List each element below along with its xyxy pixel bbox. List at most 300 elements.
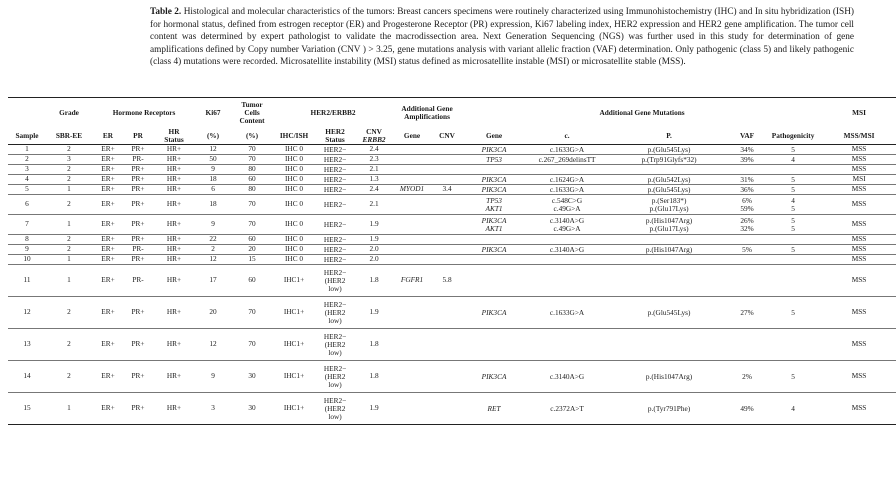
- cell-vaf: [730, 393, 764, 425]
- cell-cnv: 1.8: [356, 361, 392, 393]
- cell-c: [526, 215, 608, 235]
- cell-hr: HR+: [152, 255, 196, 265]
- cell-line: p.(Glu545Lys): [647, 307, 691, 317]
- cell-c: [526, 265, 608, 297]
- cell-line: p.(Trp91Glyfs*32): [641, 154, 697, 164]
- cell-c: [526, 185, 608, 195]
- cell-hr: HR+: [152, 297, 196, 329]
- cell-path: [764, 393, 822, 425]
- cell-line: p.(Glu545Lys): [647, 144, 691, 154]
- cell-gene: [462, 195, 526, 215]
- cell-msi: MSS: [822, 195, 896, 215]
- cell-gene: [462, 175, 526, 185]
- cell-path: [764, 195, 822, 215]
- cell-path: [764, 155, 822, 165]
- cell-hr: HR+: [152, 195, 196, 215]
- col-mss-msi: MSS/MSI: [822, 128, 896, 145]
- cell-sample: 7: [8, 215, 46, 235]
- cell-ihc: IHC 0: [274, 245, 314, 255]
- cell-tcc: 70: [230, 195, 274, 215]
- cell-her2: [314, 235, 356, 245]
- col-sample: Sample: [8, 128, 46, 145]
- col-vaf: VAF: [730, 128, 764, 145]
- col-ki67-pct: (%): [196, 128, 230, 145]
- cell-gene: [462, 145, 526, 155]
- cell-line: HER2−: [323, 299, 347, 309]
- cell-tcc: 70: [230, 215, 274, 235]
- cell-cnv: 1.8: [356, 329, 392, 361]
- cell-ampgene: [392, 155, 432, 165]
- cell-path: [764, 235, 822, 245]
- cell-line: HER2−: [323, 164, 347, 174]
- col-tumor-pct: (%): [230, 128, 274, 145]
- cell-er: ER+: [92, 235, 124, 245]
- cell-sbr: 2: [46, 329, 92, 361]
- cell-gene: [462, 255, 526, 265]
- cell-msi: MSS: [822, 215, 896, 235]
- column-header-row: [8, 128, 896, 145]
- cell-ampcnv: [432, 297, 462, 329]
- cell-sbr: 2: [46, 175, 92, 185]
- cell-line: PIK3CA: [481, 244, 507, 254]
- table-row: [8, 235, 896, 245]
- table-row: [8, 265, 896, 297]
- cell-p: [608, 245, 730, 255]
- cell-line: 27%: [740, 307, 754, 317]
- group-header-row: [8, 98, 896, 129]
- cell-hr: HR+: [152, 175, 196, 185]
- cell-sbr: 3: [46, 155, 92, 165]
- table-row: [8, 145, 896, 155]
- cell-her2: [314, 245, 356, 255]
- cell-line: 2%: [742, 371, 752, 381]
- cell-gene: [462, 329, 526, 361]
- cell-sbr: 1: [46, 215, 92, 235]
- cell-her2: [314, 361, 356, 393]
- col-pathogenicity: Pathogenicity: [764, 128, 822, 145]
- cell-gene: [462, 165, 526, 175]
- cell-tcc: 60: [230, 175, 274, 185]
- cell-er: ER+: [92, 393, 124, 425]
- cell-vaf: [730, 297, 764, 329]
- cell-her2: [314, 393, 356, 425]
- cell-vaf: [730, 245, 764, 255]
- cell-line: (HER2: [324, 307, 346, 317]
- cell-hr: HR+: [152, 155, 196, 165]
- cell-ampgene: [392, 393, 432, 425]
- group-additional-mutations: Additional Gene Mutations: [462, 98, 822, 129]
- cell-er: ER+: [92, 361, 124, 393]
- cell-ampgene: [392, 255, 432, 265]
- cell-sbr: 2: [46, 145, 92, 155]
- cell-her2: [314, 145, 356, 155]
- cell-p: [608, 145, 730, 155]
- cell-sbr: 1: [46, 185, 92, 195]
- cell-vaf: [730, 155, 764, 165]
- cell-ampgene: [392, 145, 432, 155]
- cell-p: [608, 175, 730, 185]
- cell-line: p.(Glu17Lys): [649, 203, 689, 213]
- cell-er: ER+: [92, 195, 124, 215]
- cell-line: 49%: [740, 403, 754, 413]
- cell-line: low): [328, 315, 342, 325]
- cell-pr: PR+: [124, 175, 152, 185]
- table-caption: [150, 6, 854, 69]
- col-cnv-erbb2: [356, 128, 392, 145]
- cell-sbr: 2: [46, 195, 92, 215]
- cell-her2: [314, 185, 356, 195]
- cell-vaf: [730, 329, 764, 361]
- cell-line: HER2−: [323, 331, 347, 341]
- cell-line: 26%: [740, 215, 754, 225]
- cell-line: 5: [791, 244, 795, 254]
- cell-c: [526, 255, 608, 265]
- cell-gene: [462, 265, 526, 297]
- col-c: c.: [526, 128, 608, 145]
- cell-pr: PR+: [124, 165, 152, 175]
- cell-ampcnv: [432, 255, 462, 265]
- cell-tcc: 70: [230, 329, 274, 361]
- cell-er: ER+: [92, 329, 124, 361]
- cell-her2: [314, 155, 356, 165]
- cell-sample: 4: [8, 175, 46, 185]
- cell-line: PIK3CA: [481, 174, 507, 184]
- cell-cnv: 1.8: [356, 265, 392, 297]
- cell-ampgene: [392, 297, 432, 329]
- cell-gene: [462, 393, 526, 425]
- cell-line: 36%: [740, 184, 754, 194]
- cell-line: 4: [791, 154, 795, 164]
- cell-line: 5: [791, 203, 795, 213]
- cell-p: [608, 255, 730, 265]
- cell-ki67: 9: [196, 165, 230, 175]
- cell-c: [526, 195, 608, 215]
- cell-ki67: 6: [196, 185, 230, 195]
- cell-gene: [462, 155, 526, 165]
- cell-gene: [462, 297, 526, 329]
- cell-cnv: 1.9: [356, 393, 392, 425]
- col-ihc-ish: IHC/ISH: [274, 128, 314, 145]
- cell-msi: MSS: [822, 245, 896, 255]
- cell-line: c.2372A>T: [550, 403, 584, 413]
- table-row: [8, 297, 896, 329]
- cell-pr: PR+: [124, 235, 152, 245]
- cell-vaf: [730, 145, 764, 155]
- cell-msi: MSS: [822, 265, 896, 297]
- cell-ki67: 18: [196, 195, 230, 215]
- cell-msi: MSS: [822, 235, 896, 245]
- cell-line: low): [328, 411, 342, 421]
- cell-ki67: 17: [196, 265, 230, 297]
- cell-path: [764, 361, 822, 393]
- cell-tcc: 60: [230, 235, 274, 245]
- cell-tcc: 30: [230, 393, 274, 425]
- cell-sample: 2: [8, 155, 46, 165]
- cell-ampcnv: [432, 245, 462, 255]
- cell-line: c.49G>A: [553, 223, 581, 233]
- cell-sample: 12: [8, 297, 46, 329]
- cell-line: PIK3CA: [481, 371, 507, 381]
- cell-tcc: 30: [230, 361, 274, 393]
- cell-pr: PR-: [124, 245, 152, 255]
- cell-line: AKT1: [485, 223, 503, 233]
- cell-sbr: 1: [46, 393, 92, 425]
- cell-vaf: [730, 175, 764, 185]
- cell-path: [764, 265, 822, 297]
- cell-line: 5%: [742, 244, 752, 254]
- table-body: [8, 145, 896, 425]
- cell-line: 5: [791, 371, 795, 381]
- col-mut-gene: Gene: [462, 128, 526, 145]
- cell-cnv: 1.9: [356, 215, 392, 235]
- cell-c: [526, 155, 608, 165]
- cell-hr: HR+: [152, 165, 196, 175]
- cell-line: c.548C>G: [551, 195, 583, 205]
- cell-er: ER+: [92, 145, 124, 155]
- cell-msi: MSS: [822, 297, 896, 329]
- cell-line: HER2−: [323, 199, 347, 209]
- col-er: ER: [92, 128, 124, 145]
- col-her2-status: [314, 128, 356, 145]
- cell-her2: [314, 265, 356, 297]
- col-cnv-line: ERBB2: [362, 135, 386, 144]
- cell-line: 5: [791, 223, 795, 233]
- cell-c: [526, 329, 608, 361]
- cell-sbr: 2: [46, 235, 92, 245]
- cell-pr: PR-: [124, 155, 152, 165]
- cell-ki67: 22: [196, 235, 230, 245]
- group-tumor-cells-content: [230, 98, 274, 129]
- cell-cnv: 1.9: [356, 235, 392, 245]
- cell-line: AKT1: [485, 203, 503, 213]
- cell-vaf: [730, 265, 764, 297]
- cell-pr: PR+: [124, 185, 152, 195]
- cell-ampcnv: [432, 175, 462, 185]
- cell-ki67: 12: [196, 329, 230, 361]
- cell-sample: 10: [8, 255, 46, 265]
- cell-line: p.(Glu17Lys): [649, 223, 689, 233]
- cell-sbr: 1: [46, 255, 92, 265]
- cell-ihc: IHC 0: [274, 185, 314, 195]
- cell-path: [764, 145, 822, 155]
- cell-line: TP53: [486, 195, 502, 205]
- cell-ampcnv: [432, 329, 462, 361]
- cell-gene: [462, 245, 526, 255]
- cell-line: HER2−: [323, 395, 347, 405]
- cell-her2: [314, 175, 356, 185]
- group-blank: [8, 98, 46, 129]
- cell-ihc: IHC1+: [274, 265, 314, 297]
- cell-sample: 9: [8, 245, 46, 255]
- group-msi: MSI: [822, 98, 896, 129]
- cell-cnv: 2.0: [356, 255, 392, 265]
- cell-her2: [314, 329, 356, 361]
- cell-line: HER2−: [323, 219, 347, 229]
- cell-her2: [314, 297, 356, 329]
- cell-line: c.1633G>A: [549, 144, 585, 154]
- col-hr-line: HR: [168, 127, 180, 136]
- cell-line: p.(Tyr791Phe): [647, 403, 691, 413]
- cell-cnv: 2.4: [356, 145, 392, 155]
- table-row: [8, 245, 896, 255]
- cell-msi: MSS: [822, 393, 896, 425]
- cell-sample: 11: [8, 265, 46, 297]
- group-amp-line: Amplifications: [404, 112, 450, 121]
- col-amp-gene: Gene: [392, 128, 432, 145]
- cell-sbr: 2: [46, 165, 92, 175]
- cell-p: [608, 185, 730, 195]
- cell-cnv: 2.1: [356, 165, 392, 175]
- cell-pr: PR+: [124, 255, 152, 265]
- cell-ampcnv: [432, 145, 462, 155]
- cell-p: [608, 393, 730, 425]
- cell-line: low): [328, 347, 342, 357]
- cell-vaf: [730, 165, 764, 175]
- cell-p: [608, 235, 730, 245]
- cell-er: ER+: [92, 165, 124, 175]
- table-row: [8, 185, 896, 195]
- cell-ampcnv: [432, 165, 462, 175]
- cell-sample: 1: [8, 145, 46, 155]
- cell-gene: [462, 235, 526, 245]
- cell-line: (HER2: [324, 403, 346, 413]
- cell-path: [764, 329, 822, 361]
- cell-ki67: 3: [196, 393, 230, 425]
- cell-line: p.(His1047Arg): [645, 371, 693, 381]
- table-label: Table 2.: [150, 7, 182, 17]
- col-her2-line: HER2: [325, 127, 345, 136]
- cell-p: [608, 155, 730, 165]
- cell-vaf: [730, 195, 764, 215]
- cell-ampcnv: [432, 195, 462, 215]
- cell-line: 31%: [740, 174, 754, 184]
- cell-line: 5: [791, 215, 795, 225]
- cell-cnv: 1.3: [356, 175, 392, 185]
- cell-line: c.3140A>G: [549, 244, 585, 254]
- cell-sample: 5: [8, 185, 46, 195]
- col-pr: PR: [124, 128, 152, 145]
- col-hr-status: [152, 128, 196, 145]
- cell-line: 5: [791, 184, 795, 194]
- cell-line: 5: [791, 174, 795, 184]
- cell-sbr: 2: [46, 245, 92, 255]
- cell-msi: MSI: [822, 175, 896, 185]
- cell-c: [526, 145, 608, 155]
- cell-ampgene: MYOD1: [392, 185, 432, 195]
- table-row: [8, 393, 896, 425]
- cell-line: c.1633G>A: [549, 307, 585, 317]
- table-row: [8, 195, 896, 215]
- cell-p: [608, 361, 730, 393]
- cell-ihc: IHC1+: [274, 361, 314, 393]
- cell-gene: [462, 361, 526, 393]
- cell-pr: PR+: [124, 393, 152, 425]
- cell-er: ER+: [92, 297, 124, 329]
- cell-sample: 3: [8, 165, 46, 175]
- table-row: [8, 155, 896, 165]
- cell-hr: HR+: [152, 265, 196, 297]
- cell-ampcnv: [432, 235, 462, 245]
- group-tumor-line: Tumor: [241, 100, 263, 109]
- cell-msi: MSS: [822, 145, 896, 155]
- group-grade: Grade: [46, 98, 92, 129]
- cell-vaf: [730, 255, 764, 265]
- cell-ki67: 2: [196, 245, 230, 255]
- cell-her2: [314, 195, 356, 215]
- cell-line: c.1624G>A: [549, 174, 585, 184]
- cell-p: [608, 297, 730, 329]
- cell-line: TP53: [486, 154, 502, 164]
- cell-ihc: IHC1+: [274, 329, 314, 361]
- caption-text: Histological and molecular characteristics of the tumors: Breast cancers specimens were routinely characterized using Immunohistochemistry (IHC) and In situ hybridization (ISH) for hormonal status, defined from estrogen receptor (ER) and Progesterone Receptor (PR) expression, Ki67 labeling index, HER2 expression and HER2 gene amplification. The tumor cell content was determined by expert pathologist to validate the macrodissection area. Next Generation Sequencing (NGS) was further used in this study for determination of gene amplifications defined by Copy number Variation (CNV ) > 3.25, gene mutations analysis with variant allelic fraction (VAF) determination. Only pathogenic (class 5) and likely pathogenic (class 4) mutations were recorded. Microsatellite instability (MSI) status defined as microsatellite instable (MSI) or microsatellite stable (MSS).: [150, 7, 854, 68]
- cell-ampgene: [392, 245, 432, 255]
- cell-gene: [462, 215, 526, 235]
- cell-tcc: 80: [230, 185, 274, 195]
- cell-ki67: 9: [196, 215, 230, 235]
- cell-c: [526, 245, 608, 255]
- characteristics-table: [8, 97, 896, 425]
- cell-vaf: [730, 235, 764, 245]
- cell-tcc: 70: [230, 145, 274, 155]
- cell-ki67: 9: [196, 361, 230, 393]
- cell-line: RET: [487, 403, 501, 413]
- cell-line: p.(Glu545Lys): [647, 184, 691, 194]
- cell-ampcnv: [432, 393, 462, 425]
- col-cnv-line: CNV: [366, 127, 382, 136]
- table-row: [8, 361, 896, 393]
- cell-hr: HR+: [152, 235, 196, 245]
- cell-ampgene: [392, 235, 432, 245]
- cell-cnv: 1.9: [356, 297, 392, 329]
- cell-line: p.(Glu542Lys): [647, 174, 691, 184]
- cell-c: [526, 297, 608, 329]
- cell-c: [526, 393, 608, 425]
- cell-line: PIK3CA: [481, 215, 507, 225]
- group-tumor-line: Cells: [244, 108, 260, 117]
- cell-p: [608, 195, 730, 215]
- cell-ki67: 20: [196, 297, 230, 329]
- cell-line: HER2−: [323, 154, 347, 164]
- cell-hr: HR+: [152, 329, 196, 361]
- cell-msi: MSS: [822, 155, 896, 165]
- cell-ihc: IHC 0: [274, 145, 314, 155]
- cell-vaf: [730, 215, 764, 235]
- cell-ihc: IHC 0: [274, 255, 314, 265]
- cell-sample: 8: [8, 235, 46, 245]
- cell-ampgene: [392, 215, 432, 235]
- cell-line: (HER2: [324, 371, 346, 381]
- cell-ampgene: [392, 329, 432, 361]
- cell-line: HER2−: [323, 184, 347, 194]
- cell-line: (HER2: [324, 275, 346, 285]
- table-row: [8, 329, 896, 361]
- cell-vaf: [730, 361, 764, 393]
- col-p: P.: [608, 128, 730, 145]
- cell-line: 5: [791, 144, 795, 154]
- cell-line: HER2−: [323, 234, 347, 244]
- col-her2-line: Status: [325, 135, 345, 144]
- cell-ampgene: [392, 165, 432, 175]
- cell-line: PIK3CA: [481, 144, 507, 154]
- cell-line: p.(His1047Arg): [645, 244, 693, 254]
- cell-line: PIK3CA: [481, 307, 507, 317]
- cell-ampgene: FGFR1: [392, 265, 432, 297]
- cell-sample: 15: [8, 393, 46, 425]
- cell-p: [608, 265, 730, 297]
- group-ki67: Ki67: [196, 98, 230, 129]
- cell-sample: 14: [8, 361, 46, 393]
- cell-msi: MSS: [822, 165, 896, 175]
